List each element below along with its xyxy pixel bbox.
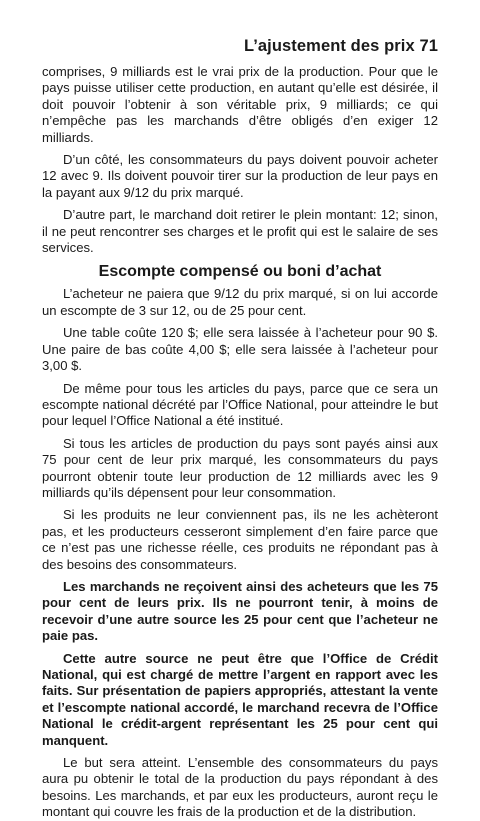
paragraph: D’un côté, les consommateurs du pays doivent pouvoir acheter 12 avec 9. Ils doivent pouvoir tirer sur la production de leur pays en la payant aux 9/12 du prix marqué. — [42, 152, 438, 200]
paragraph: De même pour tous les articles du pays, parce que ce sera un escompte national décrété par l’Office National, pour atteindre le but pour lequel l’Office National a été institué. — [42, 380, 438, 429]
bold-paragraph: Les marchands ne reçoivent ainsi des acheteurs que les 75 pour cent de leurs prix. Ils ne pourront tenir, à moins de recevoir d’une autre source les 25 pour cent que l’acheteur ne paie pas. — [42, 578, 438, 644]
paragraph: D’autre part, le marchand doit retirer le plein montant: 12; sinon, il ne peut rencontrer ses charges et le profit qui est le salaire de ses services. — [42, 207, 438, 256]
paragraph: comprises, 9 milliards est le vrai prix de la production. Pour que le pays puisse utiliser cette production, en autant qu’elle est désirée, il doit pouvoir l’obtenir à son véritable prix, 9 milliards; ce qui n’empêche pas les marchands d’être obligés d’en exiger 12 milliards. — [42, 64, 438, 145]
bold-paragraph: Cette autre source ne peut être que l’Office de Crédit National, qui est chargé de mettre l’argent en rapport avec les faits. Sur présentation de papiers appropriés, attestant la vente et l’escompte national accordé, le marchand recevra de l’Office National le crédit-argent représentant les 25 pour cent qui manquent. — [42, 650, 438, 748]
section-heading: Escompte compensé ou boni d’achat — [98, 263, 382, 281]
paragraph: Si tous les articles de production du pays sont payés ainsi aux 75 pour cent de leur prix marqué, les consommateurs du pays pourront obtenir toute leur production de 12 milliards avec les 9 milliards qu’ils dépensent pour leur consommation. — [42, 435, 438, 500]
paragraph: Si les produits ne leur conviennent pas, ils ne les achèteront pas, et les producteurs cesseront simplement d’en faire parce que ce n’est pas une richesse réelle, ces produits ne répondant pas à des besoins des consommateurs. — [42, 507, 438, 572]
paragraph: Le but sera atteint. L’ensemble des consommateurs du pays aura pu obtenir le total de la production du pays répondant à des besoins. Les marchands, et par eux les producteurs, auront reçu le montant qui couvre les frais de la production et de la distribution. — [42, 755, 438, 820]
running-header: L’ajustement des prix 71 — [243, 37, 438, 55]
paragraph: L’acheteur ne paiera que 9/12 du prix marqué, si on lui accorde un escompte de 3 sur 12, ou de 25 pour cent. — [42, 286, 438, 318]
paragraph: Une table coûte 120 $; elle sera laissée à l’acheteur pour 90 $. Une paire de bas coûte 4,00 $; elle sera laissée à l’acheteur pour 3,00 $. — [42, 325, 438, 374]
body-text — [42, 64, 438, 821]
